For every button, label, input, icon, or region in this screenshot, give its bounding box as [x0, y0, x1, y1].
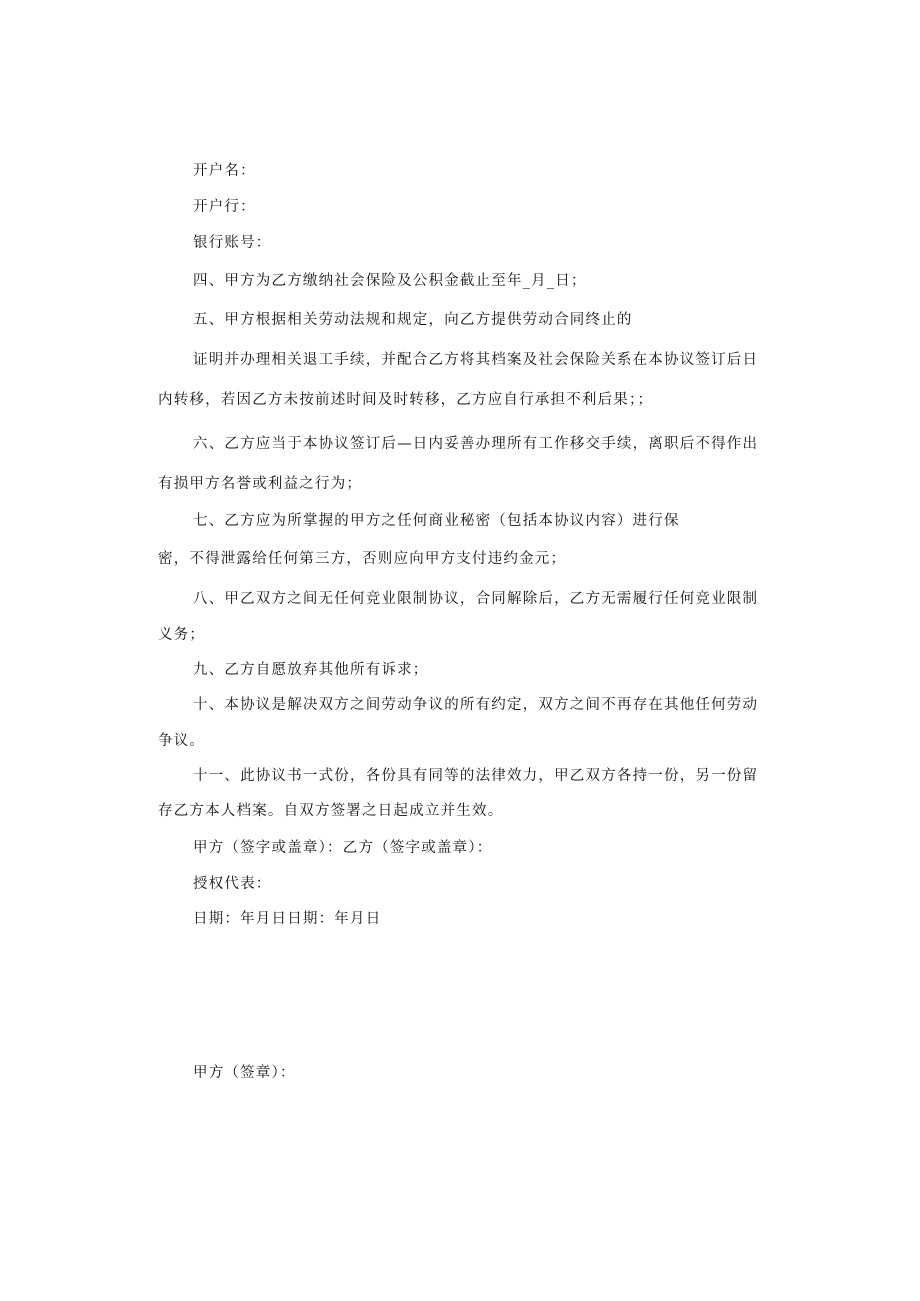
representative-line: 授权代表：: [193, 876, 272, 892]
account-name-line: 开户名：: [193, 163, 256, 179]
clause-7-line-2: 密，不得泄露给任何第三方，否则应向甲方支付违约金元；: [158, 551, 567, 567]
clause-6-line-1: 六、乙方应当于本协议签订后—日内妥善办理所有工作移交手续，离职后不得作出: [193, 436, 759, 452]
clause-9: 九、乙方自愿放弃其他所有诉求；: [193, 662, 429, 678]
account-number-line: 银行账号：: [193, 235, 272, 251]
clause-6-line-2: 有损甲方名誉或利益之行为；: [158, 476, 363, 492]
signature-line: 甲方（签字或盖章）：乙方（签字或盖章）：: [193, 840, 493, 856]
clause-7-line-1: 七、乙方应为所掌握的甲方之任何商业秘密（包括本协议内容）进行保: [193, 513, 680, 529]
party-a-seal-line: 甲方（签章）：: [193, 1065, 296, 1081]
clause-11-line-2: 存乙方本人档案。自双方签署之日起成立并生效。: [158, 803, 504, 819]
clause-5-line-1: 五、甲方根据相关劳动法规和规定，向乙方提供劳动合同终止的: [193, 312, 633, 328]
clause-8-line-1: 八、甲乙双方之间无任何竞业限制协议，合同解除后，乙方无需履行任何竞业限制: [193, 591, 759, 607]
clause-4: 四、甲方为乙方缴纳社会保险及公积金截止至年_月_日；: [193, 273, 587, 289]
clause-5-line-2: 证明并办理相关退工手续，并配合乙方将其档案及社会保险关系在本协议签订后日: [193, 352, 759, 368]
clause-8-line-2: 义务；: [158, 627, 206, 643]
clause-10-line-2: 争议。: [158, 733, 206, 749]
clause-11-line-1: 十一、此协议书一式份，各份具有同等的法律效力，甲乙双方各持一份，另一份留: [193, 768, 759, 784]
bank-line: 开户行：: [193, 199, 256, 215]
clause-10-line-1: 十、本协议是解决双方之间劳动争议的所有约定，双方之间不再存在其他任何劳动: [193, 697, 759, 713]
clause-5-line-3: 内转移，若因乙方未按前述时间及时转移，乙方应自行承担不利后果；；: [158, 392, 654, 408]
date-line: 日期：年月日日期：年月日: [193, 911, 382, 927]
